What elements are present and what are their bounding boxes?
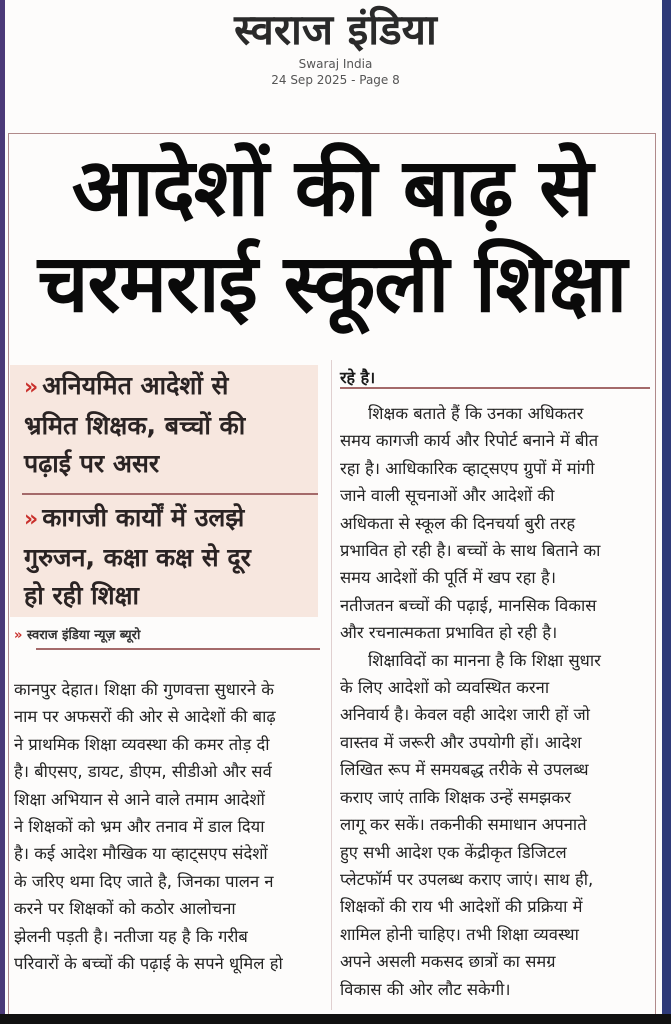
headline-line: आदेशों की बाढ़ से xyxy=(71,141,593,234)
deck-line: कागजी कार्यों में उलझे xyxy=(42,503,245,532)
divider xyxy=(340,387,650,389)
deck-line: अनियमित आदेशों से xyxy=(42,371,229,400)
bottom-border xyxy=(0,1014,671,1024)
chevron-icon: » xyxy=(24,507,39,532)
masthead xyxy=(0,4,671,88)
body-line: लागू कर सकें। तकनीकी समाधान अपनाते xyxy=(340,815,587,835)
body-line: और रचनात्मकता प्रभावित हो रही है। xyxy=(340,623,558,643)
newspaper-logo: स्वराज इंडिया xyxy=(234,5,437,54)
deck-item xyxy=(24,367,245,483)
headline-line: चरमराई स्कूली शिक्षा xyxy=(37,237,627,330)
body-line: नाम पर अफसरों की ओर से आदेशों की बाढ़ xyxy=(14,707,276,727)
body-line: शिक्षकों की राय भी आदेशों की प्रक्रिया में xyxy=(340,897,583,917)
body-line: कराए जाएं ताकि शिक्षक उन्हें समझकर xyxy=(340,787,571,807)
deck-line: पढ़ाई पर असर xyxy=(24,449,160,478)
deck-line: हो रही शिक्षा xyxy=(24,581,140,610)
right-border xyxy=(662,0,671,1024)
edition-date: 24 Sep 2025 - Page 8 xyxy=(271,73,400,87)
body-line: विकास की ओर लौट सकेगी। xyxy=(340,979,511,999)
left-border xyxy=(0,0,5,1024)
body-line: झेलनी पड़ती है। नतीजा यह है कि गरीब xyxy=(14,926,248,946)
body-line: अनिवार्य है। केवल वही आदेश जारी हों जो xyxy=(340,705,590,725)
divider xyxy=(36,648,320,650)
body-line: के लिए आदेशों को व्यवस्थित करना xyxy=(340,678,550,698)
headline xyxy=(14,140,650,332)
byline-text: स्वराज इंडिया न्यूज़ ब्यूरो xyxy=(26,628,141,643)
deck-box xyxy=(10,365,318,617)
deck-line: गुरुजन, कक्षा कक्ष से दूर xyxy=(24,543,251,572)
body-line: है। बीएसए, डायट, डीएम, सीडीओ और सर्व xyxy=(14,762,272,782)
body-line: ने प्राथमिक शिक्षा व्यवस्था की कमर तोड़ दी xyxy=(14,734,270,754)
continuation-text: रहे है। xyxy=(340,368,376,387)
body-line: अधिकता से स्कूल की दिनचर्या बुरी तरह xyxy=(340,513,576,533)
body-line: समय कागजी कार्य और रिपोर्ट बनाने में बीत xyxy=(340,431,599,451)
divider xyxy=(22,493,318,495)
chevron-icon: » xyxy=(14,628,23,643)
newspaper-name: Swaraj India xyxy=(298,57,373,71)
body-line: परिवारों के बच्चों की पढ़ाई के सपने धूमिल हो xyxy=(14,954,283,974)
body-line: शिक्षक बताते हैं कि उनका अधिकतर xyxy=(368,404,584,423)
deck-item xyxy=(24,499,251,615)
body-column-left xyxy=(14,676,324,977)
body-line: रहा है। आधिकारिक व्हाट्सएप ग्रुपों में मांगी xyxy=(340,458,595,478)
byline xyxy=(14,625,140,643)
body-column-right xyxy=(340,400,650,1003)
body-line: शामिल होनी चाहिए। तभी शिक्षा व्यवस्था xyxy=(340,924,579,944)
body-line: वास्तव में जरूरी और उपयोगी हों। आदेश xyxy=(340,732,582,752)
body-line: समय आदेशों की पूर्ति में खप रहा है। xyxy=(340,568,556,588)
body-line: शिक्षा अभियान से आने वाले तमाम आदेशों xyxy=(14,789,265,809)
body-line: जाने वाली सूचनाओं और आदेशों की xyxy=(340,486,555,506)
body-line: के जरिए थमा दिए जाते है, जिनका पालन न xyxy=(14,871,274,891)
body-line: कानपुर देहात। शिक्षा की गुणवत्ता सुधारने के xyxy=(14,680,274,699)
deck-line: भ्रमित शिक्षक, बच्चों की xyxy=(24,411,246,440)
body-line: प्रभावित हो रही है। बच्चों के साथ बिताने का xyxy=(340,541,601,561)
body-line: प्लेटफॉर्म पर उपलब्ध कराए जाएं। साथ ही, xyxy=(340,869,594,889)
body-line: ने शिक्षकों को भ्रम और तनाव में डाल दिया xyxy=(14,817,265,837)
chevron-icon: » xyxy=(24,375,39,400)
body-line: हुए सभी आदेश एक केंद्रीकृत डिजिटल xyxy=(340,842,567,862)
body-line: है। कई आदेश मौखिक या व्हाट्सएप संदेशों xyxy=(14,844,268,864)
body-line: शिक्षाविदों का मानना है कि शिक्षा सुधार xyxy=(368,650,601,670)
body-line: अपने असली मकसद छात्रों का समग्र xyxy=(340,952,556,972)
body-line: लिखित रूप में समयबद्ध तरीके से उपलब्ध xyxy=(340,760,589,780)
body-line: नतीजतन बच्चों की पढ़ाई, मानसिक विकास xyxy=(340,595,597,615)
body-line: करने पर शिक्षकों को कठोर आलोचना xyxy=(14,899,236,919)
column-divider xyxy=(331,360,332,1010)
